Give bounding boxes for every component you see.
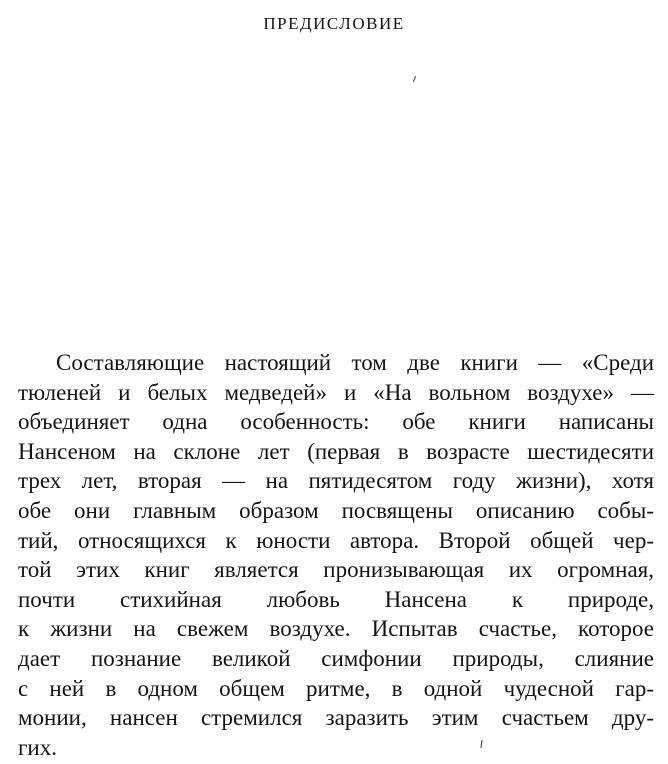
text-line: той этих книг является пронизывающая их огромная, [18,557,654,583]
text-line: Составляющие настоящий том две книги — «Среди [56,350,654,375]
page-title: ПРЕДИСЛОВИЕ [263,14,405,33]
text-line: с ней в одном общем ритме, в одной чудесной гар- [18,675,654,701]
text-line: тюленей и белых медведей» и «На вольном воздухе» — [18,379,654,405]
text-line: трех лет, вторая — на пятидесятом году жизни), хотя [18,468,654,494]
text-line: обе они главным образом посвящены описанию собы- [18,497,654,523]
print-speck [413,76,416,82]
preface-paragraph [18,348,654,762]
text-line: монии, нансен стремился заразить этим счастьем дру- [18,705,654,731]
text-line: Нансеном на склоне лет (первая в возрасте шестидесяти [18,438,654,464]
text-line: дает познание великой симфонии природы, слияние [18,645,654,671]
text-line: объединяет одна особенность: обе книги написаны [18,409,654,435]
text-line: почти стихийная любовь Нансена к природе, [18,586,654,612]
text-line: к жизни на свежем воздухе. Испытав счастье, которое [18,616,654,642]
text-line: гих. [18,734,57,760]
text-line: тий, относящихся к юности автора. Второй общей чер- [18,527,654,553]
